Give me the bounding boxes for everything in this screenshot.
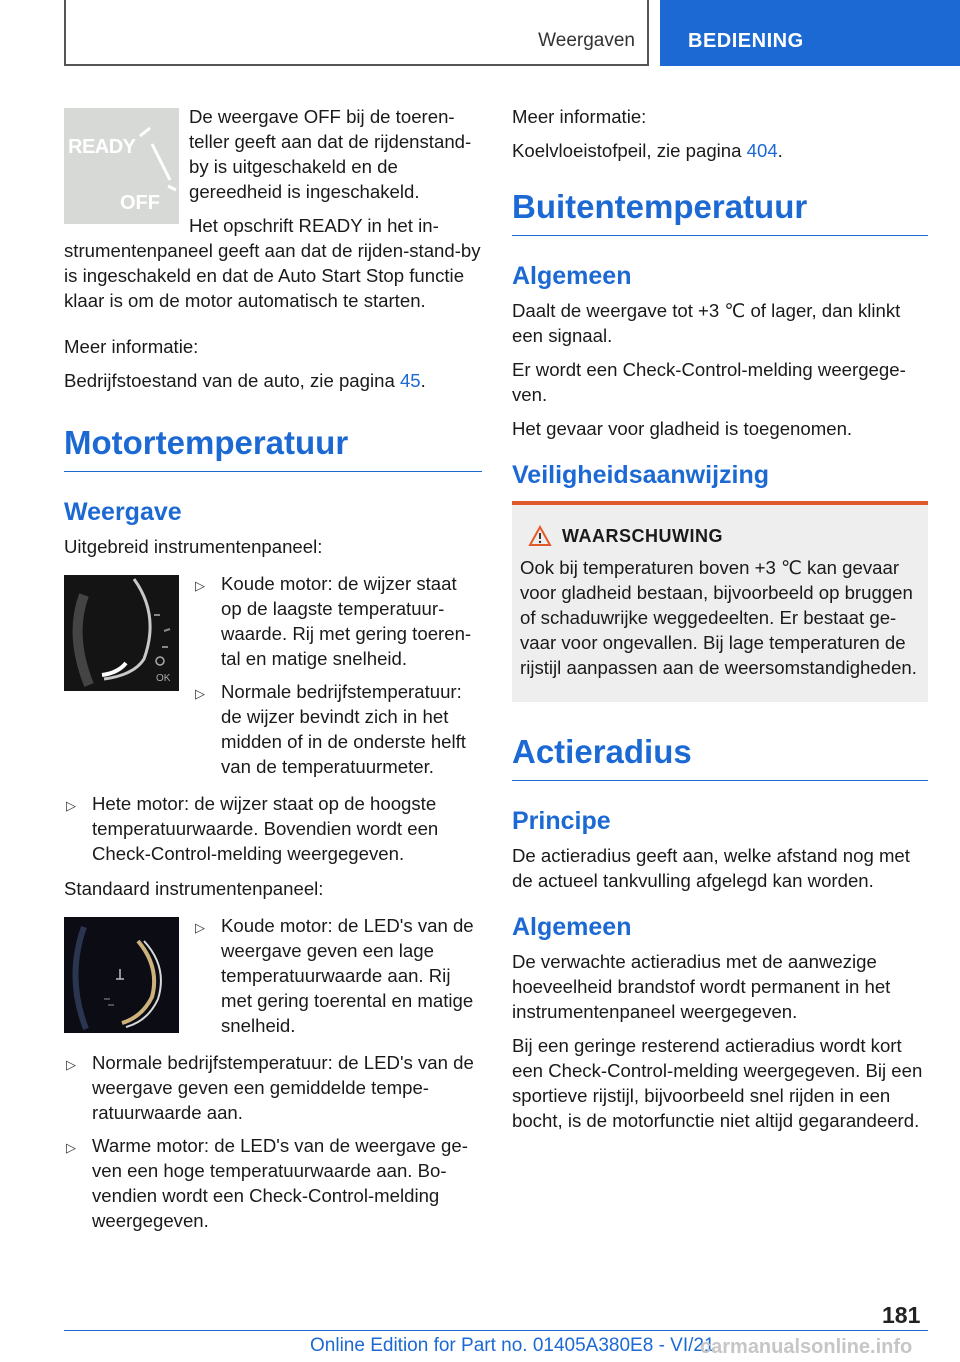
header-chapter-tab: [660, 0, 960, 66]
list-item: [64, 1133, 482, 1233]
list-item: [193, 571, 482, 671]
heading-safety-note: Veiligheidsaanwijzing: [512, 461, 770, 489]
reference-text: Bedrijfstoestand van de auto, zie pagina: [64, 370, 400, 391]
heading-range: Actieradius: [512, 732, 928, 781]
more-info-label: Meer informatie:: [512, 106, 647, 127]
general-paragraph-3: Het gevaar voor gladheid is toegenomen.: [512, 418, 853, 439]
ready-off-indicator-image: [64, 108, 179, 224]
triangle-bullet-icon: ▷: [66, 1140, 76, 1155]
page-link-45[interactable]: 45: [399, 370, 421, 391]
standard-bullets-list: [193, 913, 482, 1046]
off-label: OFF: [120, 192, 160, 214]
header-chapter-title: BEDIENING: [688, 30, 804, 52]
right-column: [512, 104, 928, 1142]
bullet-text: Koude motor: de LED's van de weergave geven een lage temperatuurwaarde aan. Rij met gering toerental en matige snelheid.: [221, 915, 474, 1036]
watermark-text: carmanualsonline.info: [700, 1336, 913, 1358]
warning-text: Ook bij temperaturen boven +3 ℃ kan gevaar voor gladheid bestaan, bijvoorbeeld op bruggen of schaduwrijke weggedeelten. Er bestaat gevaar voor ongevallen. Bij lage temperaturen de rijstijl aanpassen aan de weersomstandigheden.: [520, 557, 917, 678]
gauge-ok-label: OK: [156, 673, 171, 684]
heading-outside-temperature: Buitentemperatuur: [512, 187, 928, 236]
standard-gauge-image: [64, 917, 179, 1033]
heading-principle: Principe: [512, 807, 611, 835]
bullet-text: Koude motor: de wijzer staat op de laagste temperatuurwaarde. Rij met gering toerental en matige snelheid.: [221, 573, 472, 669]
reference-text: Koelvloeistofpeil, zie pagina: [512, 140, 747, 161]
footer-divider: [64, 1330, 928, 1331]
bullet-text: Warme motor: de LED's van de weergave geven een hoge temperatuurwaarde aan. Bovendien wordt een Check-Control-melding weergegeven.: [92, 1135, 468, 1231]
footer-edition: Online Edition for Part no. 01405A380E8 - VI/21: [310, 1335, 715, 1356]
heading-general: Algemeen: [512, 262, 632, 290]
bullet-text: Hete motor: de wijzer staat op de hoogste temperatuurwaarde. Bovendien wordt een Check-Control-melding weergegeven.: [92, 793, 439, 864]
warning-title: WAARSCHUWING: [562, 525, 723, 546]
general2-paragraph-1: De verwachte actieradius met de aanwezige hoeveelheid brandstof wordt permanent in het instrumentenpaneel weergegeven.: [512, 951, 891, 1022]
page-number: 181: [882, 1302, 921, 1328]
warning-header: [528, 525, 920, 547]
triangle-bullet-icon: ▷: [195, 686, 205, 701]
intro-paragraph-2: Het opschrift READY in het instrumentenpaneel geeft aan dat de rijden-stand-by is ingeschakeld en dat de Auto Start Stop functie klaar is om de motor automatisch te starten.: [64, 215, 481, 311]
bullet-text: Normale bedrijfstemperatuur: de wijzer bevindt zich in het midden of in de onderste helft van de temperatuurmeter.: [221, 681, 466, 777]
list-item: [64, 791, 482, 866]
intro-paragraph-1: De weergave OFF bij de toerenteller geeft aan dat de rijdenstand-by is uitgeschakeld en de gereedheid is ingeschakeld.: [189, 106, 472, 202]
triangle-bullet-icon: ▷: [195, 578, 205, 593]
standard-panel-label: Standaard instrumentenpaneel:: [64, 878, 324, 899]
bullet-text: Normale bedrijfstemperatuur: de LED's van de weergave geven een gemiddelde temperatuurwaarde aan.: [92, 1052, 474, 1123]
list-item: [64, 1050, 482, 1125]
header-section-title: Weergaven: [538, 30, 635, 51]
general-paragraph-2: Er wordt een Check-Control-melding weergegeven.: [512, 359, 906, 405]
left-column: [64, 104, 482, 1241]
more-info-reference: Koelvloeistofpeil, zie pagina 404.: [512, 140, 783, 161]
intro-block: [64, 104, 482, 322]
general-paragraph-1: Daalt de weergave tot +3 ℃ of lager, dan klinkt een signaal.: [512, 300, 901, 346]
page-link-404[interactable]: 404: [746, 140, 778, 161]
general2-paragraph-2: Bij een geringe resterend actieradius wordt kort een Check-Control-melding weergegeven. Bij een sportieve rijstijl, bijvoorbeeld snel rijden in een bocht, is de motorfunctie niet altijd gegarandeerd.: [512, 1035, 923, 1131]
more-info-reference: Bedrijfstoestand van de auto, zie pagina 45.: [64, 370, 426, 391]
extended-gauge-image: [64, 575, 179, 691]
list-item: [193, 913, 482, 1038]
list-item: [193, 679, 482, 779]
warning-box: [512, 501, 928, 702]
heading-general-2: Algemeen: [512, 913, 632, 941]
extended-bullets-list: [193, 571, 482, 787]
standard-panel-row: [64, 913, 482, 1046]
warning-triangle-icon: [528, 525, 552, 547]
triangle-bullet-icon: ▷: [66, 1057, 76, 1072]
extended-panel-label: Uitgebreid instrumentenpaneel:: [64, 536, 323, 557]
triangle-bullet-icon: ▷: [66, 798, 76, 813]
more-info-label: Meer informatie:: [64, 336, 199, 357]
extended-panel-row: [64, 571, 482, 787]
standard-gauge-graphic: [64, 917, 179, 1033]
heading-display: Weergave: [64, 498, 182, 526]
header-section-box: [64, 0, 649, 66]
triangle-bullet-icon: ▷: [195, 920, 205, 935]
ready-label: READY: [68, 136, 136, 158]
heading-engine-temperature: Motortemperatuur: [64, 423, 482, 472]
extended-gauge-graphic: [64, 575, 179, 691]
principle-paragraph: De actieradius geeft aan, welke afstand nog met de actueel tankvulling afgelegd kan worden.: [512, 845, 910, 891]
